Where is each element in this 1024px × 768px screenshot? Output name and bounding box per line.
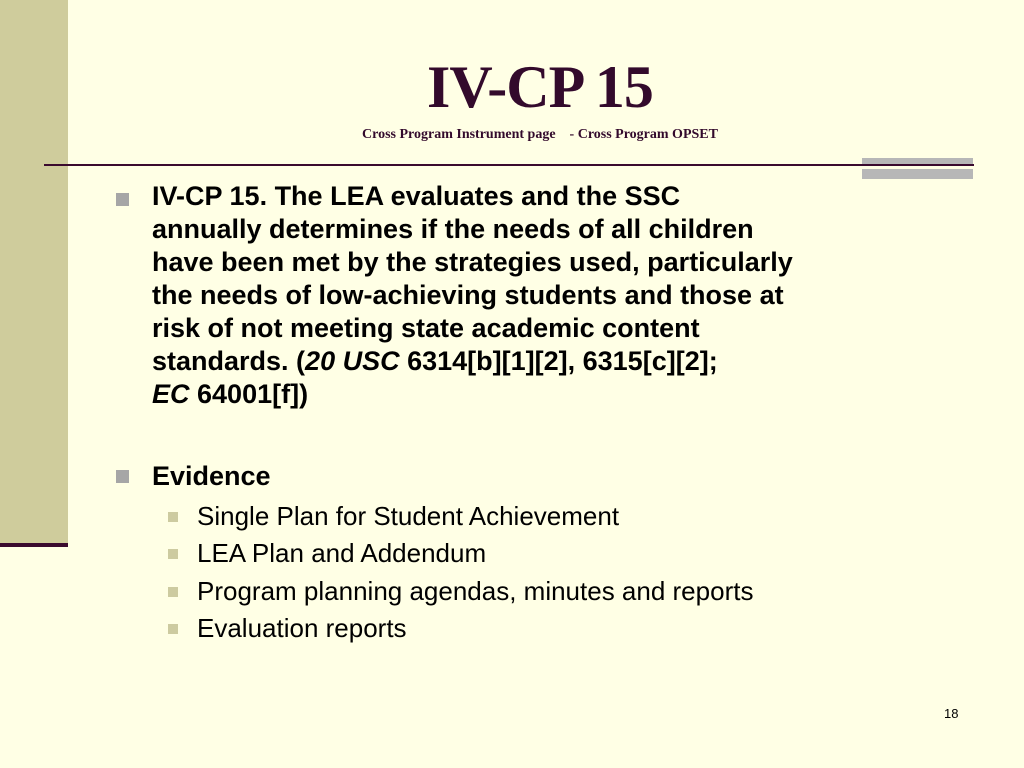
bullet-icon <box>116 193 136 213</box>
evidence-item: Evaluation reports <box>197 613 407 643</box>
citation-usc-sections: 6314[b][1][2], 6315[c][2]; <box>399 346 718 376</box>
requirement-line: annually determines if the needs of all children <box>152 214 754 244</box>
sub-bullet-icon <box>168 587 178 597</box>
left-sidebar-band <box>0 0 68 543</box>
citation-ec: EC <box>152 379 190 409</box>
requirement-text <box>152 180 972 411</box>
citation-open: standards. ( <box>152 346 306 376</box>
sub-bullet-icon <box>168 512 178 522</box>
evidence-heading: Evidence <box>152 461 271 491</box>
decorative-bar-bottom <box>862 169 973 179</box>
evidence-item: Program planning agendas, minutes and reports <box>197 576 754 606</box>
requirement-line: have been met by the strategies used, particularly <box>152 247 793 277</box>
requirement-line: risk of not meeting state academic content <box>152 313 700 343</box>
title-divider <box>44 164 974 166</box>
slide-title: IV-CP 15 <box>427 54 653 120</box>
citation-usc: 20 USC <box>305 346 400 376</box>
bullet-icon <box>116 470 136 490</box>
evidence-item: Single Plan for Student Achievement <box>197 501 620 531</box>
sidebar-rule <box>0 543 68 547</box>
sub-bullet-icon <box>168 624 178 634</box>
requirement-line <box>152 345 972 378</box>
sub-bullet-icon <box>168 549 178 559</box>
citation-ec-section: 64001[f]) <box>189 379 309 409</box>
requirement-line: the needs of low-achieving students and those at <box>152 280 784 310</box>
evidence-item: LEA Plan and Addendum <box>197 538 487 568</box>
slide-subtitle: Cross Program Instrument page - Cross Program OPSET <box>362 127 718 142</box>
requirement-line: IV-CP 15. The LEA evaluates and the SSC <box>152 181 681 211</box>
requirement-line <box>152 378 972 411</box>
page-number: 18 <box>944 706 959 721</box>
